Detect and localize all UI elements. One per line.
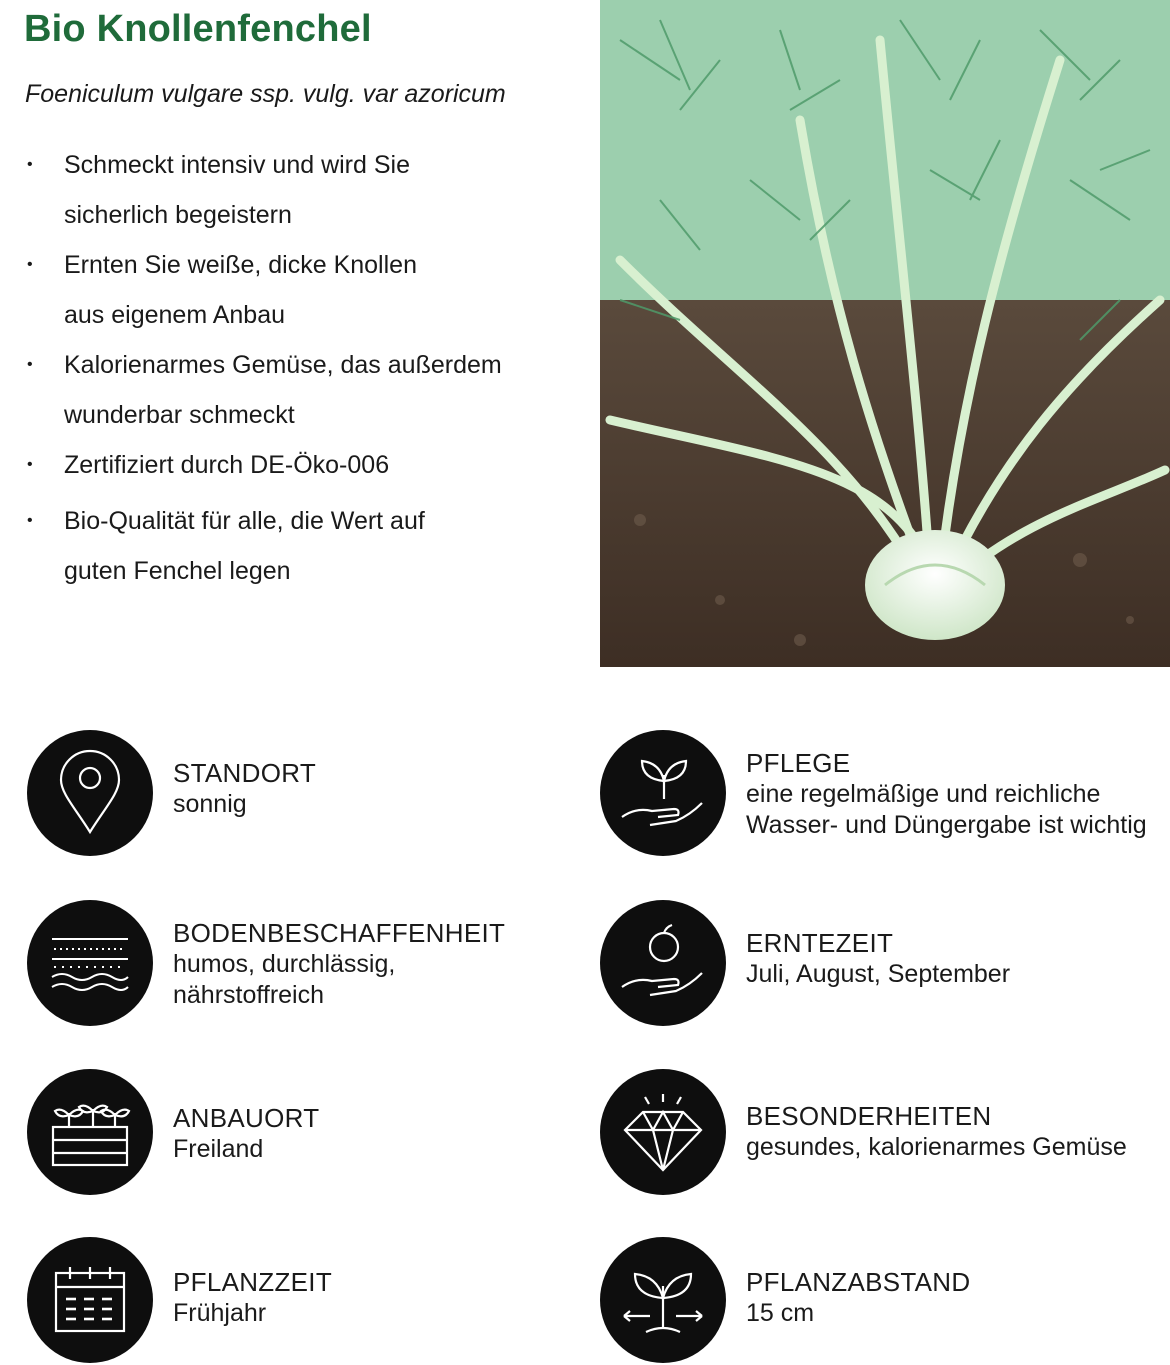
feature-value: Frühjahr [173,1299,267,1327]
feature-label: BODENBESCHAFFENHEIT [173,918,506,948]
bullet-item: • Schmeckt intensiv und wird Sie sicherlich begeistern [24,140,584,240]
feature-pflege [600,730,1170,858]
plant-box-icon [27,1069,153,1195]
feature-bodenbeschaffenheit [27,900,597,1028]
feature-value: eine regelmäßige und reichliche [746,780,1101,808]
feature-erntezeit [600,900,1170,1028]
feature-besonderheiten [600,1069,1170,1197]
feature-label: PFLANZABSTAND [746,1267,971,1297]
feature-value: humos, durchlässig, [173,950,396,978]
feature-pflanzabstand [600,1237,1170,1365]
feature-label: PFLANZZEIT [173,1267,333,1297]
feature-label: ERNTEZEIT [746,928,894,958]
latin-name: Foeniculum vulgare ssp. vulg. var azoricum [25,80,506,108]
plant-spacing-icon [600,1237,726,1363]
hand-fruit-icon [600,900,726,1026]
feature-label: BESONDERHEITEN [746,1101,992,1131]
hand-sprout-icon [600,730,726,856]
bullet-item: • Ernten Sie weiße, dicke Knollen aus eigenem Anbau [24,240,584,340]
bullet-dot-icon: • [27,156,33,173]
feature-value: Freiland [173,1135,264,1163]
feature-value: Juli, August, September [746,960,1011,988]
feature-label: PFLEGE [746,748,851,778]
feature-value: 15 cm [746,1299,815,1327]
bullet-item: • Zertifiziert durch DE-Öko-006 [24,440,584,490]
feature-value: gesundes, kalorienarmes Gemüse [746,1133,1127,1161]
feature-standort [27,730,597,858]
product-title: Bio Knollenfenchel [24,8,372,50]
location-pin-icon [27,730,153,856]
bullet-dot-icon: • [27,512,33,529]
feature-label: STANDORT [173,758,317,788]
feature-anbauort [27,1069,597,1197]
feature-pflanzzeit [27,1237,597,1365]
feature-value: sonnig [173,790,247,818]
bullet-dot-icon: • [27,256,33,273]
feature-bullet-list [24,140,584,596]
feature-value: Wasser- und Düngergabe ist wichtig [746,811,1147,839]
fennel-photo [600,0,1170,667]
calendar-icon [27,1237,153,1363]
bullet-dot-icon: • [27,356,33,373]
bullet-item: • Kalorienarmes Gemüse, das außerdem wunderbar schmeckt [24,340,584,440]
feature-value: nährstoffreich [173,981,325,1009]
bullet-item: • Bio-Qualität für alle, die Wert auf guten Fenchel legen [24,496,584,596]
diamond-icon [600,1069,726,1195]
feature-label: ANBAUORT [173,1103,320,1133]
bullet-dot-icon: • [27,456,33,473]
soil-layers-icon [27,900,153,1026]
